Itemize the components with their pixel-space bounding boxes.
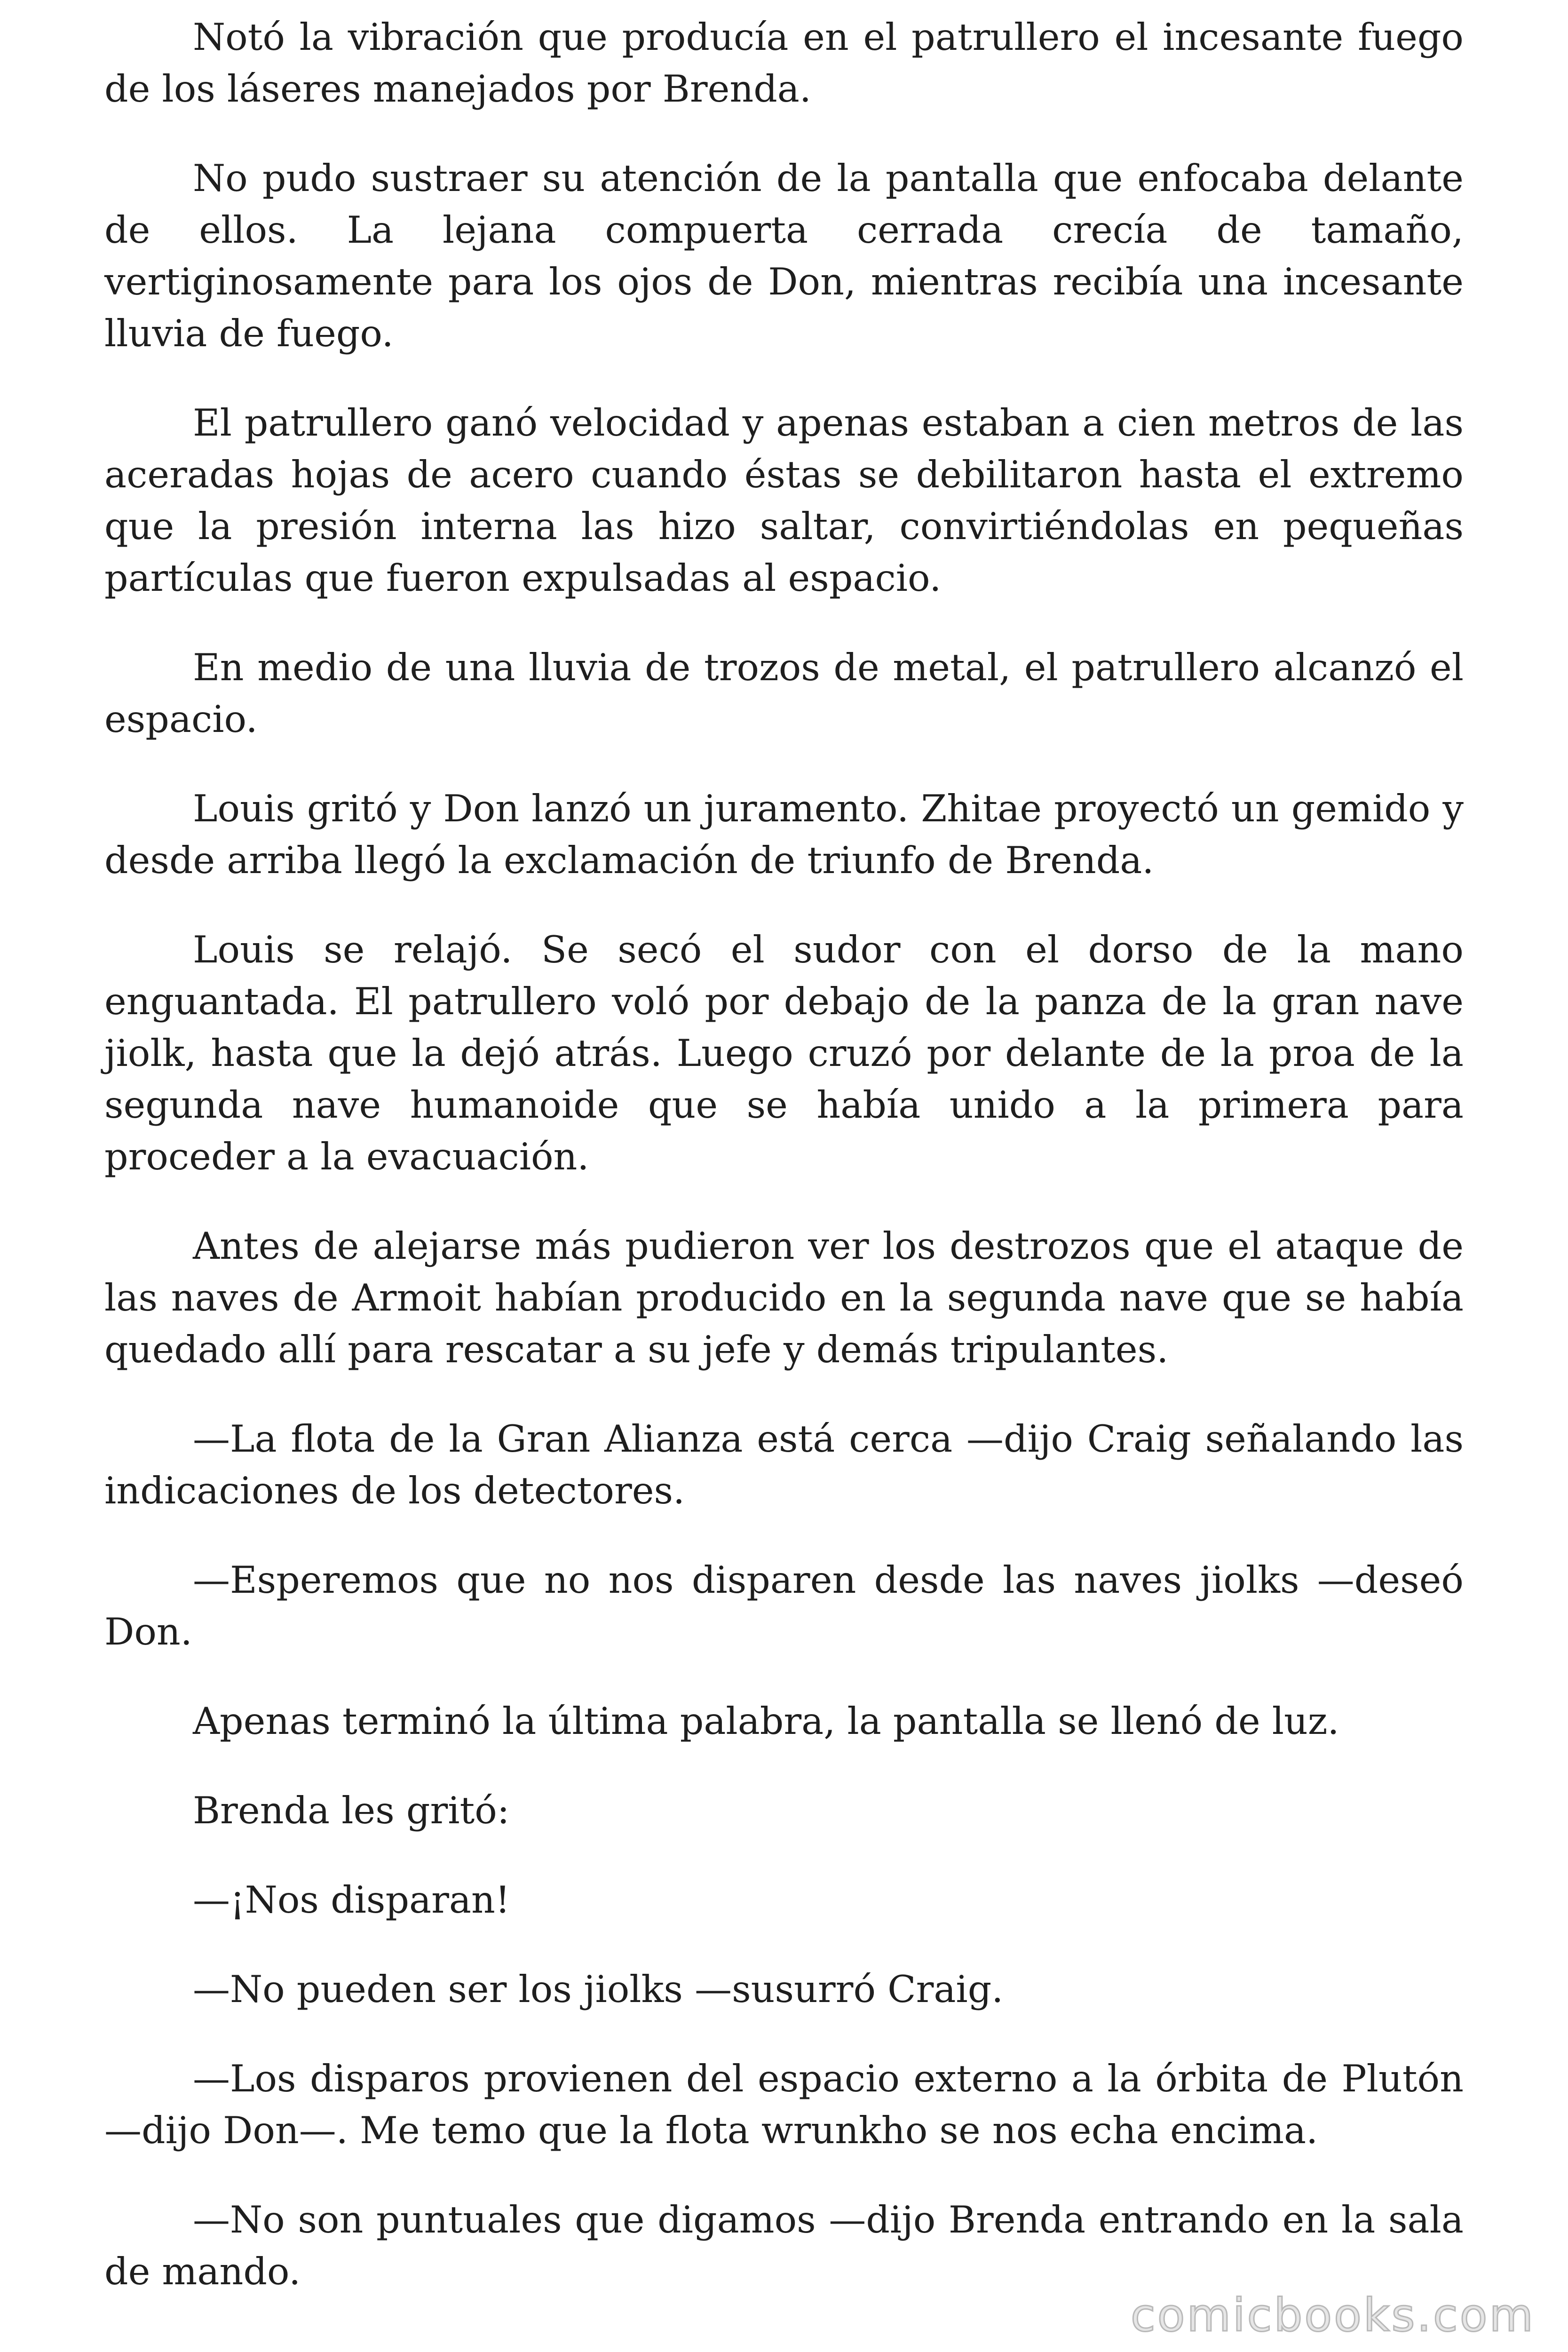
paragraph-15: —No son puntuales que digamos —dijo Brenda entrando en la sala de mando. — [104, 2198, 1464, 2293]
paragraph-10: Apenas terminó la última palabra, la pantalla se llenó de luz. — [193, 1700, 1339, 1743]
paragraph-7: Antes de alejarse más pudieron ver los destrozos que el ataque de las naves de Armoit habían producido en la segunda nave que se había quedado allí para rescatar a su jefe y demás tripulantes. — [104, 1224, 1464, 1371]
paragraph-1: Notó la vibración que producía en el patrullero el incesante fuego de los láseres manejados por Brenda. — [104, 16, 1464, 111]
paragraph-4: En medio de una lluvia de trozos de metal, el patrullero alcanzó el espacio. — [104, 646, 1464, 741]
paragraph-11: Brenda les gritó: — [193, 1789, 510, 1832]
paragraph-13: —No pueden ser los jiolks —susurró Craig. — [193, 1968, 1004, 2011]
paragraph-8: —La flota de la Gran Alianza está cerca —dijo Craig señalando las indicaciones de los detectores. — [104, 1417, 1464, 1512]
paragraph-3: El patrullero ganó velocidad y apenas estaban a cien metros de las aceradas hojas de acero cuando éstas se debilitaron hasta el extremo que la presión interna las hizo saltar, convirtiéndolas en pequeñas partículas que fueron expulsadas al espacio. — [104, 401, 1464, 600]
paragraph-5: Louis gritó y Don lanzó un juramento. Zhitae proyectó un gemido y desde arriba llegó la exclamación de triunfo de Brenda. — [104, 787, 1464, 882]
watermark: comicbooks.com — [1130, 2289, 1535, 2342]
paragraph-14: —Los disparos provienen del espacio externo a la órbita de Plutón —dijo Don—. Me temo que la flota wrunkho se nos echa encima. — [104, 2057, 1464, 2152]
paragraph-6: Louis se relajó. Se secó el sudor con el dorso de la mano enguantada. El patrullero voló por debajo de la panza de la gran nave jiolk, hasta que la dejó atrás. Luego cruzó por delante de la proa de la segunda nave humanoide que se había unido a la primera para proceder a la evacuación. — [104, 928, 1464, 1178]
paragraph-2: No pudo sustraer su atención de la pantalla que enfocaba delante de ellos. La lejana compuerta cerrada crecía de tamaño, vertiginosamente para los ojos de Don, mientras recibía una incesante lluvia de fuego. — [104, 157, 1464, 355]
paragraph-12: —¡Nos disparan! — [193, 1878, 510, 1922]
paragraph-9: —Esperemos que no nos disparen desde las naves jiolks —deseó Don. — [104, 1558, 1464, 1653]
body-text — [104, 11, 1464, 2335]
